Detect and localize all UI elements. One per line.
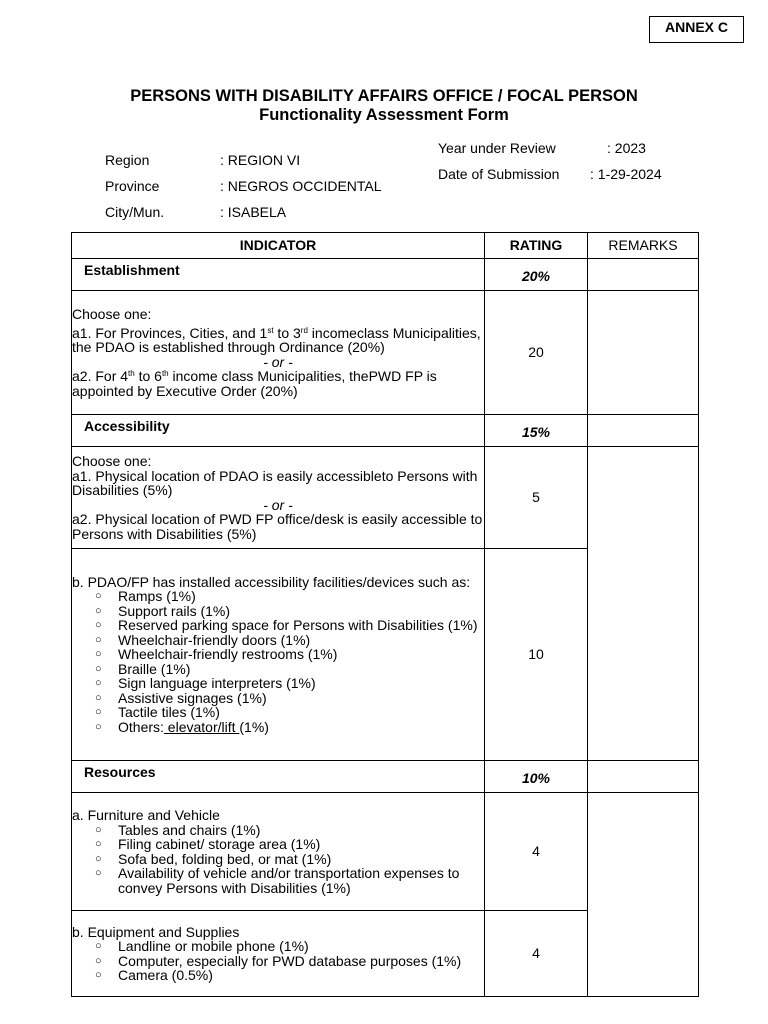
province-label: Province: [105, 178, 160, 194]
section-label: Resources: [72, 761, 485, 793]
option-a1-text: a1. Physical location of PDAO is easily accessibleto Persons with Disabilities (5%): [72, 467, 478, 498]
furniture-title: a. Furniture and Vehicle: [72, 807, 220, 823]
remarks-cell: [588, 291, 699, 415]
option-a2-text: a2. For 4th to 6th income class Municipalities, thePWD FP is appointed by Executive Order (20%): [72, 368, 437, 399]
list-item: ○ Camera (0.5%): [72, 968, 484, 983]
remarks-cell: [588, 761, 699, 793]
list-item: ○ Reserved parking space for Persons with Disabilities (1%): [72, 618, 484, 633]
rating-cell: 5: [485, 447, 588, 549]
furniture-list: [72, 823, 484, 896]
list-item: ○ Landline or mobile phone (1%): [72, 939, 484, 954]
list-item-others: ○ Others: elevator/lift (1%): [72, 720, 484, 735]
indicator-cell: [72, 549, 485, 761]
section-percent: 15%: [485, 415, 588, 447]
facilities-list: [72, 589, 484, 734]
section-row-resources: [72, 761, 699, 793]
list-item: ○ Filing cabinet/ storage area (1%): [72, 837, 484, 852]
indicator-cell: [72, 911, 485, 997]
rating-cell: 4: [485, 793, 588, 911]
indicator-cell: [72, 793, 485, 911]
remarks-cell: [588, 447, 699, 761]
year-value: : 2023: [607, 140, 646, 156]
list-item: ○ Braille (1%): [72, 662, 484, 677]
section-label: Establishment: [72, 259, 485, 291]
or-separator: - or -: [263, 353, 293, 370]
list-item: ○ Ramps (1%): [72, 589, 484, 604]
list-item: ○ Assistive signages (1%): [72, 691, 484, 706]
list-item: ○ Support rails (1%): [72, 604, 484, 619]
table-header-row: [72, 233, 699, 259]
province-value: : NEGROS OCCIDENTAL: [220, 178, 382, 194]
option-a2-text: a2. Physical location of PWD FP office/desk is easily accessible to Persons with Disabilities (5%): [72, 511, 483, 542]
region-label: Region: [105, 152, 150, 168]
rating-header: RATING: [485, 233, 588, 259]
rating-cell: 10: [485, 549, 588, 761]
region-value: : REGION VI: [220, 152, 301, 168]
equipment-list: [72, 939, 484, 983]
section-label: Accessibility: [72, 415, 485, 447]
remarks-cell: [588, 793, 699, 997]
option-a1-text: a1. For Provinces, Cities, and 1st to 3rd incomeclass Municipalities, the PDAO is established through Ordinance (20%): [72, 324, 481, 355]
list-item: ○ Sofa bed, folding bed, or mat (1%): [72, 852, 484, 867]
city-label: City/Mun.: [105, 204, 165, 220]
indicator-header: INDICATOR: [72, 233, 485, 259]
list-item: ○ Availability of vehicle and/or transportation expenses to convey Persons with Disabilities (1%): [72, 866, 484, 895]
choose-one-text: Choose one:: [72, 453, 152, 469]
or-separator: - or -: [263, 496, 293, 513]
list-item: ○ Tactile tiles (1%): [72, 705, 484, 720]
form-subtitle: Functionality Assessment Form: [259, 106, 509, 124]
indicator-cell: [72, 447, 485, 549]
rating-cell: 4: [485, 911, 588, 997]
annex-label: ANNEX C: [649, 16, 744, 43]
remarks-header: REMARKS: [588, 233, 699, 259]
rating-cell: 20: [485, 291, 588, 415]
section-percent: 10%: [485, 761, 588, 793]
table-row: [72, 447, 699, 549]
table-row: [72, 793, 699, 911]
assessment-table: [71, 232, 699, 997]
section-percent: 20%: [485, 259, 588, 291]
remarks-cell: [588, 415, 699, 447]
facilities-title: b. PDAO/FP has installed accessibility facilities/devices such as:: [72, 573, 471, 590]
remarks-cell: [588, 259, 699, 291]
list-item: ○ Sign language interpreters (1%): [72, 676, 484, 691]
section-row-establishment: [72, 259, 699, 291]
choose-one-text: Choose one:: [72, 306, 152, 322]
section-row-accessibility: [72, 415, 699, 447]
table-row: [72, 291, 699, 415]
year-label: Year under Review: [438, 140, 556, 156]
others-value: elevator/lift: [163, 718, 240, 735]
list-item: ○ Tables and chairs (1%): [72, 823, 484, 838]
submission-date-label: Date of Submission: [438, 166, 560, 182]
list-item: ○ Wheelchair-friendly doors (1%): [72, 633, 484, 648]
city-value: : ISABELA: [220, 204, 287, 220]
list-item: ○ Wheelchair-friendly restrooms (1%): [72, 647, 484, 662]
submission-date-value: : 1-29-2024: [590, 166, 662, 182]
form-title: PERSONS WITH DISABILITY AFFAIRS OFFICE / FOCAL PERSON: [130, 87, 638, 105]
equipment-title: b. Equipment and Supplies: [72, 923, 240, 940]
list-item: ○ Computer, especially for PWD database purposes (1%): [72, 954, 484, 969]
indicator-cell: [72, 291, 485, 415]
